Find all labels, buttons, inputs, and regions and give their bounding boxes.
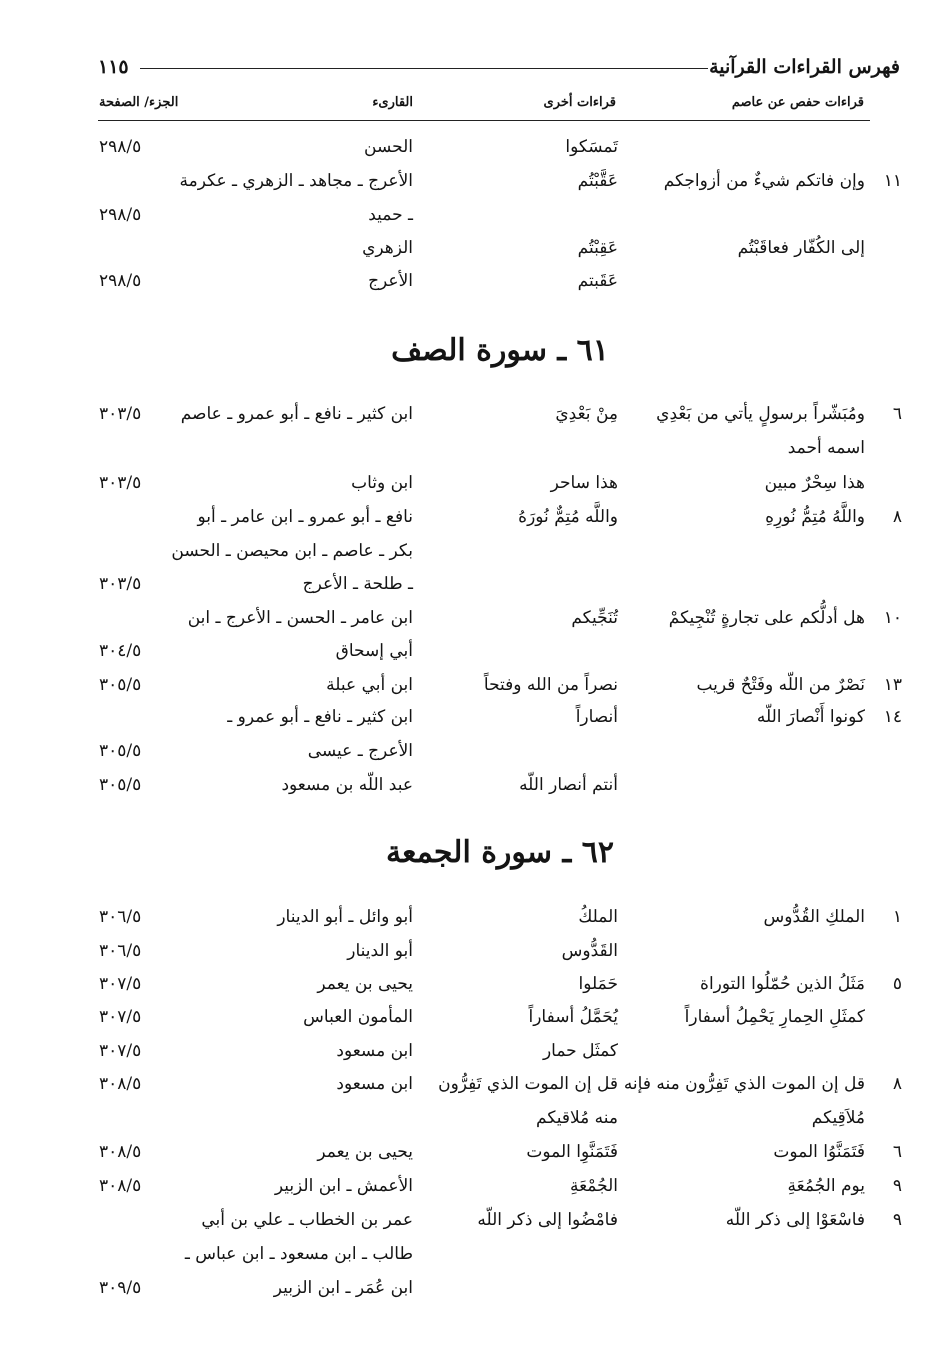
surah-heading: ٦٢ ـ سورة الجمعة [386,835,614,870]
other-reading: عَقَبتم [577,271,618,291]
other-reading: قل إن الموت الذي تَفِرُّون [438,1074,618,1094]
volume-page-ref: ٣٠٨/٥ [99,1176,142,1196]
reader-name: عبد اللّه بن مسعود [281,775,413,795]
volume-page-ref: ٣٠٦/٥ [99,907,142,927]
reader-name: ابن وثاب [351,473,413,493]
hafs-reading: فَتَمَنَّوُا الموت [773,1142,865,1162]
other-reading: الملكُ [578,907,618,927]
volume-page-ref: ٣٠٦/٥ [99,941,142,961]
verse-number: ٩ [892,1210,902,1230]
reader-name: يحيى بن يعمر [317,1142,413,1162]
reader-name: الأعرج [368,271,413,291]
reader-name: يحيى بن يعمر [317,974,413,994]
header-rule [140,68,708,69]
reader-name: ـ حميد [368,205,413,225]
hafs-reading: هذا سِحْرٌ مبين [764,473,865,493]
other-reading: يُحَمَّلُ أسفاراً [528,1007,618,1027]
other-reading: مِنْ بَعْدِيَ [555,404,618,424]
column-header-ref: الجزء/ الصفحة [99,95,179,110]
hafs-reading: إلى الكُفّار فعاقَبْتُم [737,238,865,258]
volume-page-ref: ٣٠٥/٥ [99,741,142,761]
hafs-reading: كمثَلِ الحِمارِ يَحْمِلُ أسفاراً [684,1007,865,1027]
column-header-rule [98,120,870,121]
volume-page-ref: ٣٠٧/٥ [99,1041,142,1061]
verse-number: ٦ [892,1142,902,1162]
other-reading: أنصاراً [575,707,618,727]
volume-page-ref: ٣٠٨/٥ [99,1142,142,1162]
hafs-reading: ومُبَشّراً برسولٍ يأتي من بَعْدِي [656,404,865,424]
volume-page-ref: ٣٠٣/٥ [99,404,142,424]
hafs-reading: واللَّهُ مُتِمُّ نُورِهِ [765,507,865,527]
other-reading: كمثَل حمار [542,1041,618,1061]
reader-name: نافع ـ أبو عمرو ـ ابن عامر ـ أبو [197,507,413,527]
hafs-reading: نَصْرٌ من اللّه وفَتْحٌ قريب [696,675,865,695]
hafs-reading: اسمه أحمد [787,438,865,458]
hafs-reading: كونوا أَنْصارَ اللّه [756,707,865,727]
other-reading: تَمسَكوا [565,137,618,157]
volume-page-ref: ٢٩٨/٥ [99,205,142,225]
volume-page-ref: ٣٠٧/٥ [99,974,142,994]
volume-page-ref: ٣٠٨/٥ [99,1074,142,1094]
hafs-reading: قل إن الموت الذي تَفِرُّون منه فإنه [623,1074,865,1094]
volume-page-ref: ٣٠٣/٥ [99,473,142,493]
verse-number: ١٠ [883,608,902,628]
column-header-reader: القارىء [372,95,413,110]
verse-number: ١٣ [883,675,902,695]
reader-name: المأمون العباس [303,1007,413,1027]
reader-name: ابن كثير ـ نافع ـ أبو عمرو ـ [227,707,413,727]
surah-heading: ٦١ ـ سورة الصف [391,333,609,368]
reader-name: أبي إسحاق [335,641,413,661]
hafs-reading: فاسْعَوْا إلى ذكر اللّه [725,1210,865,1230]
reader-name: الزهري [362,238,413,258]
other-reading: عَقِبْتُم [577,238,618,258]
reader-name: ابن مسعود [336,1074,413,1094]
hafs-reading: مُلاَقِيكم [811,1108,865,1128]
other-reading: الجُمْعَةِ [569,1176,618,1196]
hafs-reading: الملكِ القُدُّوس [763,907,865,927]
reader-name: ـ طلحة ـ الأعرج [302,574,413,594]
volume-page-ref: ٣٠٤/٥ [99,641,142,661]
other-reading: عَقَّبْتُم [577,171,618,191]
other-reading: القَدُّوس [561,941,618,961]
verse-number: ١ [892,907,902,927]
verse-number: ١١ [883,171,902,191]
reader-name: الأعرج ـ مجاهد ـ الزهري ـ عكرمة [179,171,413,191]
verse-number: ٨ [892,1074,902,1094]
reader-name: ابن أبي عبلة [326,675,413,695]
volume-page-ref: ٢٩٨/٥ [99,271,142,291]
reader-name: ابن مسعود [336,1041,413,1061]
volume-page-ref: ٣٠٧/٥ [99,1007,142,1027]
reader-name: طالب ـ ابن مسعود ـ ابن عباس ـ [184,1244,413,1264]
other-reading: حَمَلوا [578,974,618,994]
verse-number: ٨ [892,507,902,527]
column-header-hafs: قراءات حفص عن عاصم [731,95,864,110]
reader-name: أبو وائل ـ أبو الدينار [277,907,413,927]
volume-page-ref: ٢٩٨/٥ [99,137,142,157]
reader-name: بكر ـ عاصم ـ ابن محيصن ـ الحسن [171,541,413,561]
reader-name: الأعمش ـ ابن الزبير [274,1176,413,1196]
hafs-reading: مَثَلُ الذين حُمّلُوا التوراة [700,974,865,994]
hafs-reading: يوم الجُمُعَةِ [787,1176,865,1196]
reader-name: ابن عامر ـ الحسن ـ الأعرج ـ ابن [187,608,413,628]
other-reading: منه مُلاقيكم [536,1108,618,1128]
hafs-reading: وإن فاتكم شيءٌ من أزواجكم [663,171,865,191]
other-reading: تُنَجِّيكم [571,608,618,628]
verse-number: ١٤ [883,707,902,727]
reader-name: الأعرج ـ عيسى [307,741,413,761]
verse-number: ٦ [892,404,902,424]
hafs-reading: هل أدلُّكم على تجارةٍ تُنْجِيكمْ [668,608,865,628]
running-header-title: فهرس القراءات القرآنية [709,56,900,78]
other-reading: فَتَمَنَّوِا الموت [526,1142,618,1162]
reader-name: عمر بن الخطاب ـ علي بن أبي [201,1210,413,1230]
volume-page-ref: ٣٠٣/٥ [99,574,142,594]
page-number: ١١٥ [98,56,129,78]
other-reading: أنتم أنصار اللّه [519,775,618,795]
reader-name: الحسن [364,137,413,157]
volume-page-ref: ٣٠٥/٥ [99,775,142,795]
other-reading: واللَّه مُتِمٌّ نُورَهُ [518,507,618,527]
other-reading: نصراً من الله وفتحاً [483,675,618,695]
volume-page-ref: ٣٠٥/٥ [99,675,142,695]
other-reading: فامْضُوا إلى ذكر اللّه [477,1210,618,1230]
reader-name: ابن عُمَر ـ ابن الزبير [273,1278,413,1298]
column-header-other: قراءات أخرى [543,95,616,110]
reader-name: أبو الدينار [347,941,413,961]
volume-page-ref: ٣٠٩/٥ [99,1278,142,1298]
other-reading: هذا ساحر [550,473,618,493]
reader-name: ابن كثير ـ نافع ـ أبو عمرو ـ عاصم [180,404,413,424]
verse-number: ٥ [892,974,902,994]
verse-number: ٩ [892,1176,902,1196]
